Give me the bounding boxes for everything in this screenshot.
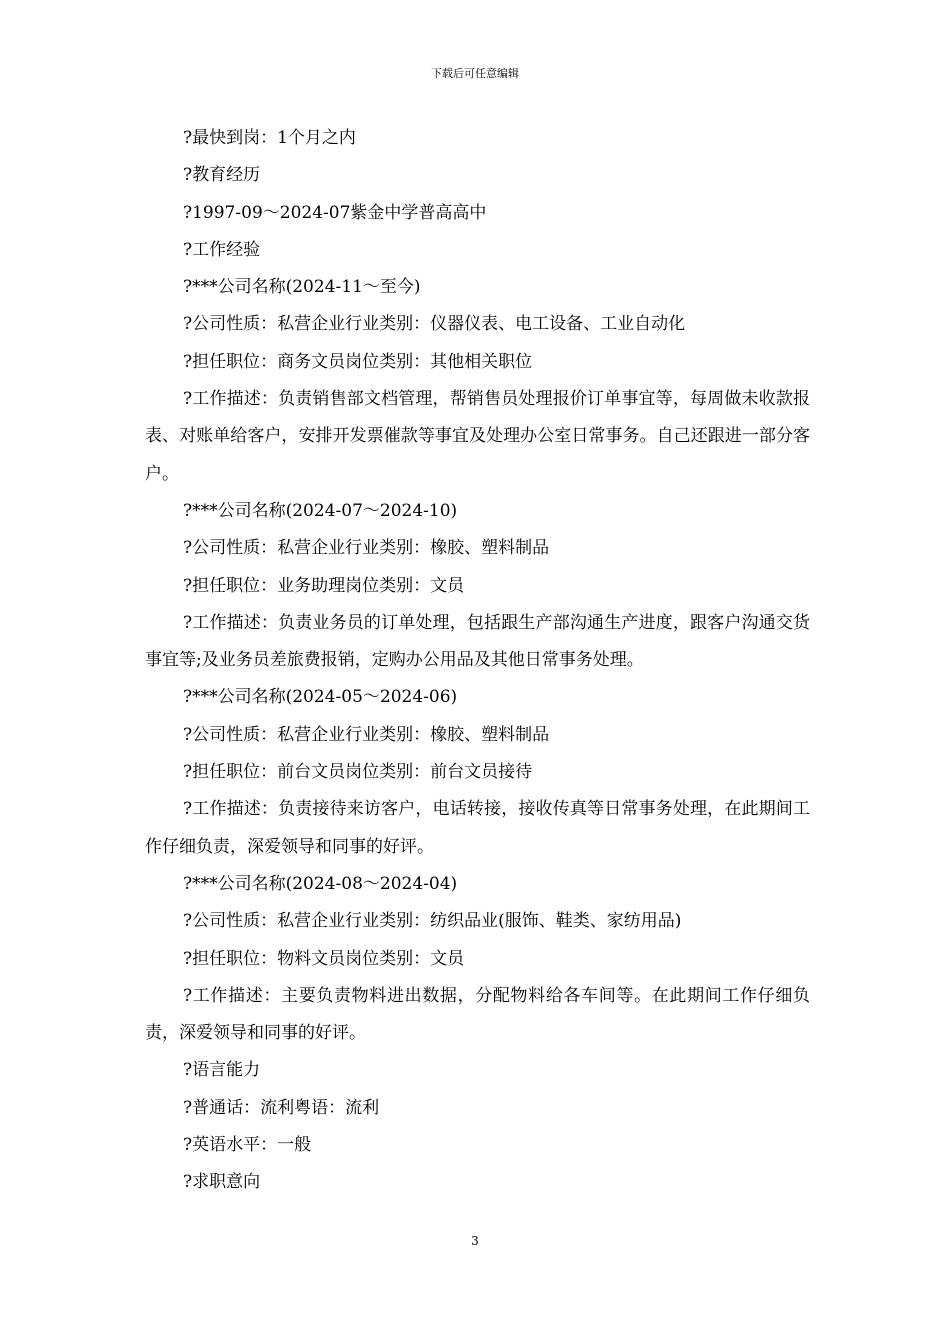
section-heading-work-experience: ?工作经验 (183, 239, 261, 260)
document-body (145, 120, 810, 1202)
section-heading-education: ?教育经历 (183, 165, 261, 186)
section-heading-language: ?语言能力 (183, 1060, 261, 1081)
job-2-position: ?担任职位：业务助理岗位类别：文员 (183, 575, 465, 596)
field-earliest-start: ?最快到岗：1个月之内 (183, 128, 356, 148)
job-3-nature: ?公司性质：私营企业行业类别：橡胶、塑料制品 (183, 724, 550, 745)
job-3-position: ?担任职位：前台文员岗位类别：前台文员接待 (183, 762, 533, 783)
job-4-description: ?工作描述：主要负责物料进出数据，分配物料给各车间等。在此期间工作仔细负责，深爱领导和同事的好评。 (145, 985, 810, 1044)
job-1-company: ?***公司名称(2024-11～至今) (183, 277, 421, 298)
job-2-company: ?***公司名称(2024-07～2024-10) (183, 500, 458, 521)
language-english: ?英语水平：一般 (183, 1135, 312, 1156)
job-2-description: ?工作描述：负责业务员的订单处理，包括跟生产部沟通生产进度，跟客户沟通交货事宜等;及业务员差旅费报销，定购办公用品及其他日常事务处理。 (145, 612, 810, 671)
job-4-position: ?担任职位：物料文员岗位类别：文员 (183, 948, 465, 969)
job-4-company: ?***公司名称(2024-08～2024-04) (183, 873, 458, 894)
section-heading-job-intention: ?求职意向 (183, 1172, 261, 1193)
job-1-position: ?担任职位：商务文员岗位类别：其他相关职位 (183, 351, 533, 372)
education-entry: ?1997-09～2024-07紫金中学普高高中 (183, 202, 487, 223)
job-3-description: ?工作描述：负责接待来访客户，电话转接，接收传真等日常事务处理，在此期间工作仔细负责，深爱领导和同事的好评。 (145, 799, 810, 857)
job-1-description: ?工作描述：负责销售部文档管理，帮销售员处理报价订单事宜等，每周做未收款报表、对账单给客户，安排开发票催款等事宜及处理办公室日常事务。自己还跟进一部分客户。 (145, 389, 810, 484)
language-mandarin-cantonese: ?普通话：流利粤语：流利 (183, 1097, 380, 1118)
job-2-nature: ?公司性质：私营企业行业类别：橡胶、塑料制品 (183, 538, 550, 559)
job-4-nature: ?公司性质：私营企业行业类别：纺织品业(服饰、鞋类、家纺用品) (183, 911, 682, 932)
page-number: 3 (471, 1234, 479, 1248)
job-3-company: ?***公司名称(2024-05～2024-06) (183, 687, 458, 708)
job-1-nature: ?公司性质：私营企业行业类别：仪器仪表、电工设备、工业自动化 (183, 314, 686, 335)
page-header: 下载后可任意编辑 (431, 67, 519, 80)
